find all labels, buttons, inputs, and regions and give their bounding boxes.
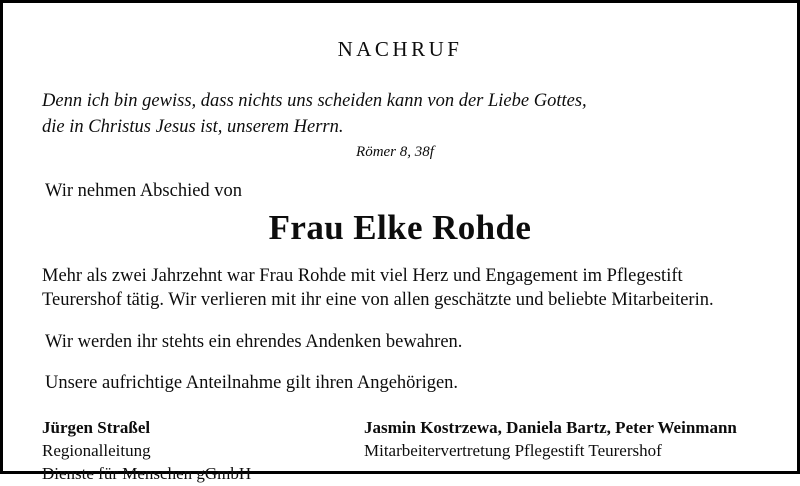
tribute-line-2: Teurershof tätig. Wir verlieren mit ihr eine von allen geschätzte und beliebte Mitarbeiterin. [42, 290, 714, 311]
signer-organization: Dienste für Menschen gGmbH [42, 463, 252, 483]
signature-block [39, 418, 761, 486]
signature-left [42, 418, 364, 486]
verse-line-1: Denn ich bin gewiss, dass nichts uns scheiden kann von der Liebe Gottes, [42, 91, 587, 111]
verse-reference: Römer 8, 38f [356, 143, 434, 160]
tribute-paragraph [39, 264, 761, 313]
farewell-text: Wir nehmen Abschied von [45, 180, 243, 201]
verse-line-2: die in Christus Jesus ist, unserem Herrn. [42, 117, 344, 138]
signer-role: Mitarbeitervertretung Pflegestift Teurershof [364, 440, 662, 460]
signature-right [364, 418, 761, 486]
signer-role: Regionalleitung [42, 440, 151, 460]
condolence-paragraph: Unsere aufrichtige Anteilnahme gilt ihren Angehörigen. [45, 373, 459, 394]
signer-name: Jürgen Straßel [42, 417, 151, 437]
deceased-name: Frau Elke Rohde [268, 207, 532, 247]
signer-name: Jasmin Kostrzewa, Daniela Bartz, Peter Weinmann [364, 417, 737, 437]
bible-verse [39, 88, 761, 141]
remembrance-paragraph: Wir werden ihr stehts ein ehrendes Andenken bewahren. [45, 331, 463, 352]
page-title: NACHRUF [337, 37, 463, 61]
tribute-line-1: Mehr als zwei Jahrzehnt war Frau Rohde mit viel Herz und Engagement im Pflegestift [42, 265, 683, 286]
